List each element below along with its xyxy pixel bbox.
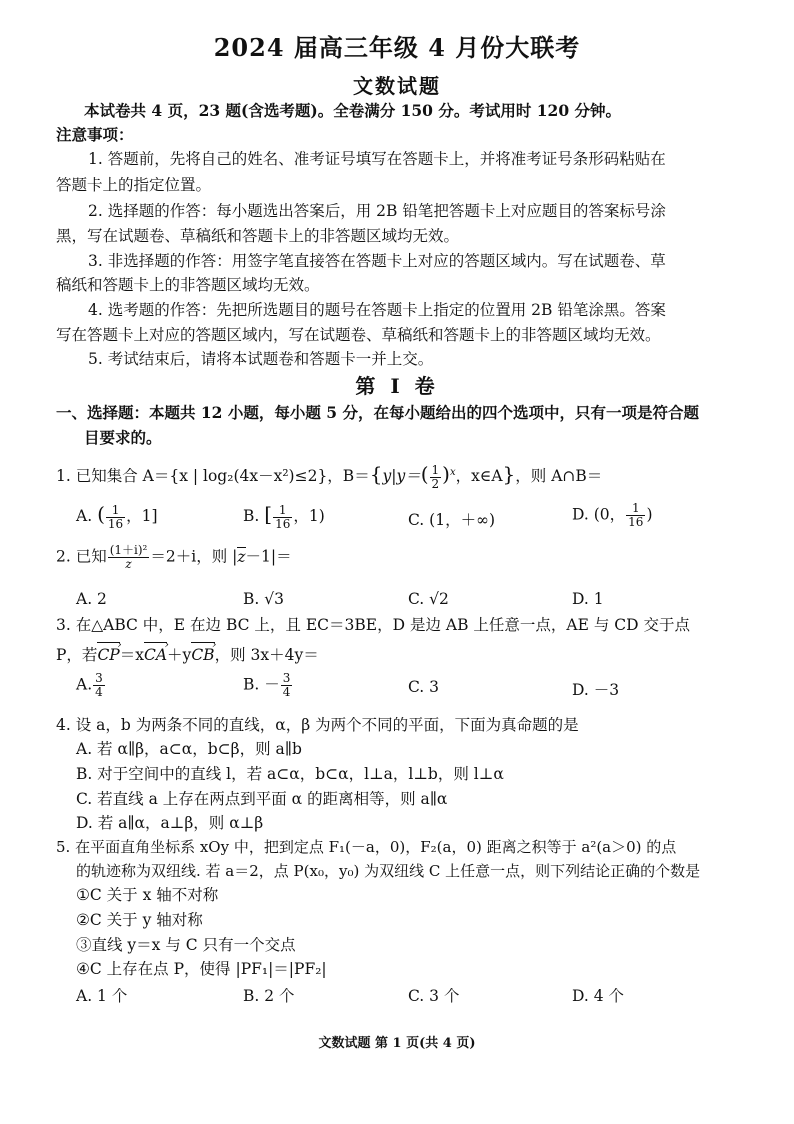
q5-statement-2: ②C 关于 y 轴对称 [76,911,203,929]
q5-option-a: A. 1 个 [76,987,128,1005]
q5-statement-4: ④C 上存在点 P，使得 |PF₁|＝|PF₂| [76,960,327,978]
notice-item-1a: 1. 答题前，先将自己的姓名、准考证号填写在答题卡上，并将准考证号条形码粘贴在 [88,150,666,168]
section-instruction-2: 目要求的。 [84,428,162,447]
q1-option-d: D. (0， $\frac{1}{16}$ ) [572,501,653,529]
question-1-stem: 1. 已知集合 A＝{x | log₂(4x－x²)≤2}，B＝{y|y＝( $\frac{1}{2}$ )$^x$，x∈A}，则 A∩B＝ [56,462,603,491]
q2-frac: $\frac{\text{(1＋i)²}}{z}$ [109,543,148,571]
q1-pre: 1. 已知集合 A＝{x | log₂(4x－x²)≤2}，B＝ [56,467,370,486]
question-3-line-2: P，若CP ›＝xCA ›＋yCB ›，则 3x＋4y＝ [56,644,794,666]
q5-option-b: B. 2 个 [243,987,295,1005]
q3-option-c: C. 3 [408,678,440,696]
q1-exponent: x [449,467,456,478]
q4-option-a: A. 若 α∥β，a⊂α，b⊂β，则 a∥b [76,740,302,758]
question-2-stem: 2. 已知 $\frac{\text{(1＋i)²}}{z}$ ＝2＋i，则 |z－1|＝ [56,543,292,571]
notice-heading: 注意事项： [56,125,134,144]
q2-conjugate-z: z [237,547,246,566]
q3-option-b: B. － $\frac{3}{4}$ [243,671,291,699]
q2-option-d: D. 1 [572,590,604,608]
notice-item-1b: 答题卡上的指定位置。 [56,176,212,194]
exam-title: 2024 届高三年级 4 月份大联考 [213,33,581,62]
vector-ca: CA › [144,644,167,666]
vector-cb: CB › [191,644,214,666]
q5-statement-3: ③直线 y＝x 与 C 只有一个交点 [76,936,296,954]
q4-option-d: D. 若 a∥α，a⊥β，则 α⊥β [76,814,264,832]
question-1-options [0,502,794,530]
q2-option-b: B. √3 [243,590,284,608]
q2-option-a: A. 2 [76,590,107,608]
notice-item-4b: 写在答题卡上对应的答题区域内，写在试题卷、草稿纸和答题卡上的非答题区域均无效。 [56,326,661,344]
q5-option-c: C. 3 个 [408,987,460,1005]
q1-option-b: B. [ $\frac{1}{16}$ ，1) [243,502,325,531]
q4-option-b: B. 对于空间中的直线 l，若 a⊂α，b⊂α，l⊥a，l⊥b，则 l⊥α [76,765,504,783]
question-5-line-2: 的轨迹称为双纽线. 若 a＝2，点 P(x₀，y₀) 为双纽线 C 上任意一点，则下列结论正确的个数是 [76,862,701,880]
q5-statement-1: ①C 关于 x 轴不对称 [76,886,219,904]
exam-subtitle: 文数试题 [353,74,441,98]
notice-item-4a: 4. 选考题的作答：先把所选题目的题号在答题卡上指定的位置用 2B 铅笔涂黑。答案 [88,301,666,319]
q4-option-c: C. 若直线 a 上存在两点到平面 α 的距离相等，则 a∥α [76,790,448,808]
exam-info: 本试卷共 4 页，23 题(含选考题)。全卷满分 150 分。考试用时 120 分钟。 [84,101,622,120]
page-footer: 文数试题 第 1 页(共 4 页) [318,1036,476,1051]
q1-post: ，则 A∩B＝ [515,467,603,486]
notice-item-3b: 稿纸和答题卡上的非答题区域均无效。 [56,276,320,294]
notice-item-5: 5. 考试结束后，请将本试题卷和答题卡一并上交。 [88,350,434,368]
notice-item-2b: 黑，写在试题卷、草稿纸和答题卡上的非答题区域均无效。 [56,227,460,245]
vector-cp: CP › [97,644,119,666]
question-5-line-1: 5. 在平面直角坐标系 xOy 中，把到定点 F₁(－a，0)，F₂(a，0) 距离之积等于 a²(a＞0) 的点 [56,838,677,856]
q3-option-a: A. $\frac{3}{4}$ [76,671,103,699]
q1-option-c: C. (1，＋∞) [408,511,496,529]
q3-option-d: D. －3 [572,681,620,699]
question-4-stem: 4. 设 a，b 为两条不同的直线，α，β 为两个不同的平面，下面为真命题的是 [56,716,579,734]
q5-option-d: D. 4 个 [572,987,625,1005]
q1-set-eq: y＝ [396,467,421,486]
q1-half-frac: $\frac{1}{2}$ [431,462,440,491]
q1-option-a: A. ( $\frac{1}{16}$ ，1] [76,502,158,531]
question-5-options [0,984,794,1012]
section-title: 第 Ⅰ 卷 [355,374,439,398]
q1-set-var: y [382,467,392,486]
notice-item-2a: 2. 选择题的作答：每小题选出答案后，用 2B 铅笔把答题卡上对应题目的答案标号涂 [88,202,666,220]
q1-set-tail: ，x∈A [455,467,503,486]
section-instruction-1: 一、选择题：本题共 12 小题，每小题 5 分，在每小题给出的四个选项中，只有一项是符合题 [56,403,699,422]
notice-item-3a: 3. 非选择题的作答：用签字笔直接答在答题卡上对应的答题区域内。写在试题卷、草 [88,252,666,270]
question-3-options [0,672,794,700]
q2-option-c: C. √2 [408,590,449,608]
question-3-line-1: 3. 在△ABC 中，E 在边 BC 上，且 EC＝3BE，D 是边 AB 上任意一点，AE 与 CD 交于点 [56,616,690,634]
